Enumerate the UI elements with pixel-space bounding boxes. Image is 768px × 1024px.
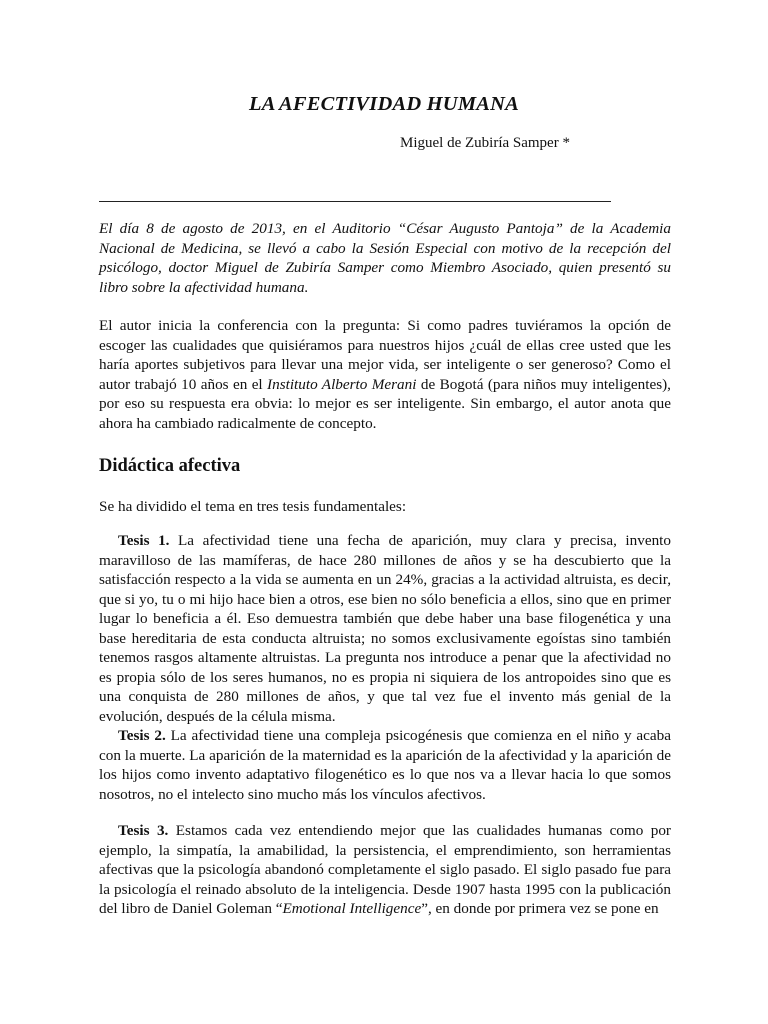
paragraph-text: El autor inicia la conferencia con la pregunta: Si como padres tuviéramos la opción de escoger las cualidades que quisiéramos para nuestros hijos ¿cuál de ellas cree usted que les haría aportes subjetivos para llevar una mejor vida, ser inteligente o ser generoso? Como el autor trabajó 10 años en el bbox=[99, 317, 671, 393]
paragraph-text: de Bogotá (para niños muy inteligentes), por eso su respuesta era obvia: lo mejor es ser inteligente. Sin embargo, el autor anota que ahora ha cambiado radicalmente de concepto. bbox=[99, 375, 671, 432]
tesis-text: La afectividad tiene una fecha de aparición, muy clara y precisa, invento maravilloso de las mamíferas, de hace 280 millones de años y se ha descubierto que la satisfacción respecto a la vida se aumenta en un 24%, gracias a la actividad altruista, es decir, que si yo, tu o mi hijo hace bien a otros, ese bien no sólo beneficia a ellos, sino que en primer lugar lo beneficia a él. Eso demuestra también que debe haber una base filogenética y una base hereditaria de esta conducta altruista; no somos exclusivamente egoístas sino también tenemos rasgos altamente altruistas. La pregunta nos introduce a penar que la afectividad no es propia sólo de los seres humanos, no es propia ni siquiera de los antropoides sino que es una conquista de 280 millones de años, y que tal vez fue el invento más genial de la evolución, después de la célula misma. bbox=[99, 532, 671, 725]
institute-name: Instituto Alberto Merani bbox=[267, 375, 417, 393]
intro-paragraph: El día 8 de agosto de 2013, en el Auditorio “César Augusto Pantoja” de la Academia Nacional de Medicina, se llevó a cabo la Sesión Especial con motivo de la recepción del psicólogo, doctor Miguel de Zubiría Samper como Miembro Asociado, quien presentó su libro sobre la afectividad humana. bbox=[99, 220, 671, 296]
section-heading: Didáctica afectiva bbox=[99, 456, 241, 476]
tesis-text: La afectividad tiene una compleja psicogénesis que comienza en el niño y acaba con la muerte. La aparición de la maternidad es la aparición de la afectividad y la aparición de los hijos como invento adaptativo filogenético es lo que nos va a llevar hacia lo que somos nosotros, no el intelecto sino mucho más los vínculos afectivos. bbox=[99, 727, 671, 803]
tesis-label: Tesis 1. bbox=[118, 532, 170, 549]
document-title: LA AFECTIVIDAD HUMANA bbox=[248, 93, 519, 115]
tesis-text: ”, en donde por primera vez se pone en bbox=[421, 900, 659, 917]
tesis-text: Estamos cada vez entendiendo mejor que las cualidades humanas como por ejemplo, la simpatía, la amabilidad, la persistencia, el emprendimiento, son herramientas afectivas que la psicología abandonó completamente el siglo pasado. El siglo pasado fue para la psicología el reinado absoluto de la inteligencia. Desde 1907 hasta 1995 con la publicación del libro de Daniel Goleman “ bbox=[99, 822, 671, 917]
paragraph-tesis-3 bbox=[99, 821, 671, 919]
tesis-label: Tesis 3. bbox=[118, 822, 169, 839]
paragraph-opening-question bbox=[99, 316, 671, 433]
author-line: Miguel de Zubiría Samper * bbox=[400, 135, 570, 151]
separator-line bbox=[99, 201, 611, 202]
paragraph-theses-intro: Se ha dividido el tema en tres tesis fundamentales: bbox=[99, 498, 407, 515]
tesis-label: Tesis 2. bbox=[118, 727, 166, 744]
book-title: Emotional Intelligence bbox=[282, 900, 422, 917]
paragraph-tesis-1 bbox=[99, 531, 671, 726]
paragraph-tesis-2 bbox=[99, 726, 671, 804]
